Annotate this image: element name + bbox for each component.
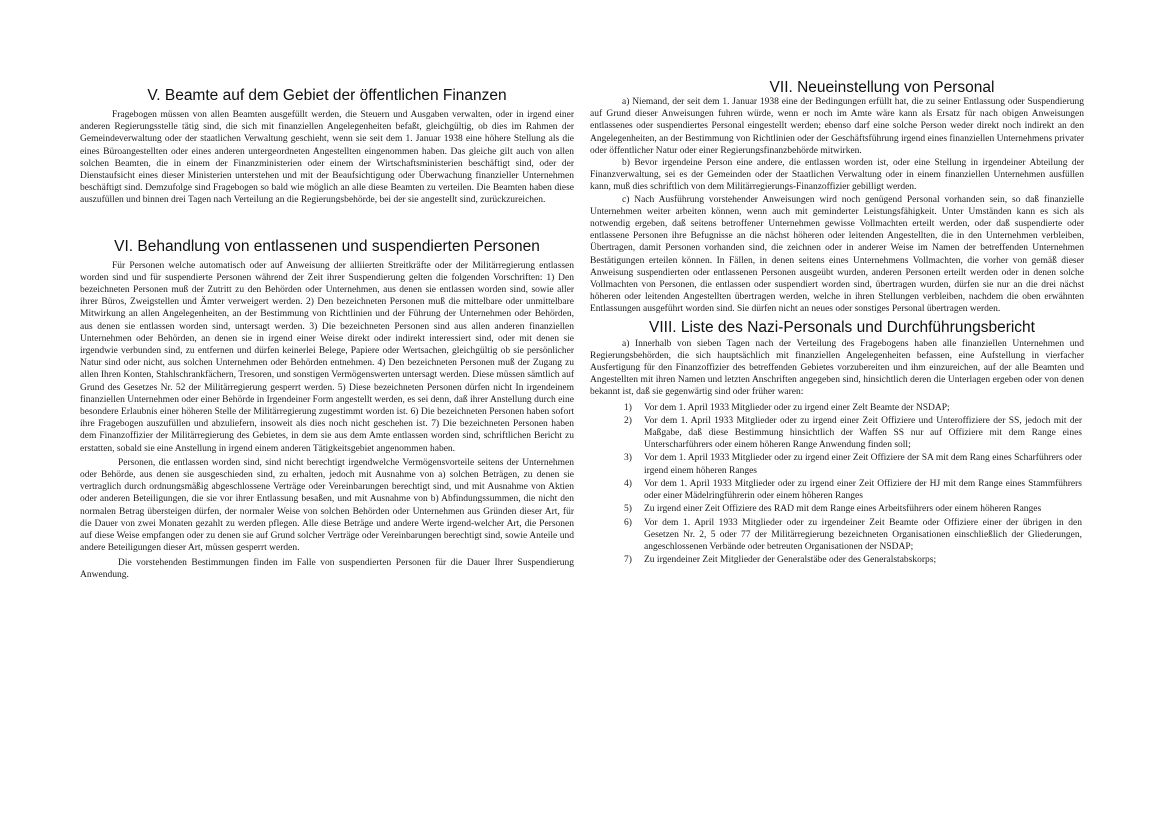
section-v-heading: V. Beamte auf dem Gebiet der öffentlichen Finanzen xyxy=(147,87,507,104)
list-item-number: 4) xyxy=(624,478,632,489)
section-vi-paragraph-2: Personen, die entlassen worden sind, sind nicht berechtigt irgendwelche Vermögensvorteile seitens der Unternehmen oder Behörde, aus denen sie ausgeschieden sind, zu erhalten, jedoch mit Ausnahme von a) solchen Beträgen, zu denen sie vertraglich durch ordnungsmäßig abgeschlossene Verträge oder Vereinbarungen berechtigt sind, und mit Ausnahme von Aktien oder anderen Beteiligungen, die sie vor ihrer Entlassung besaßen, und mit Ausnahme von b) Abfindungssummen, die nicht den normalen Betrag übersteigen dürfen, der normaler Weise von solchen Behörden oder Unternehmen aus Gründen dieser Art, für die Dauer von zwei Monaten gezahlt zu werden pflegen. Alle diese Beträge und andere Werte irgend-welcher Art, die Personen auf diese Weise empfangen oder zu denen sie auf Grund solcher Verträge oder Vereinbarungen berechtigt sind, sowie Anteile und andere Beteiligungen dieser Art, müssen gesperrt werden. xyxy=(80,457,574,554)
list-item-text: Vor dem 1. April 1933 Mitglieder oder zu irgend einer Zelt Beamte der NSDAP; xyxy=(644,402,950,413)
list-item-text: Vor dem 1. April 1933 Mitglieder oder zu irgendeiner Zeit Beamte oder Offiziere einer der übrigen in den Gesetzen Nr. 2, 5 oder 77 der Militärregierung bezeichneten Organisationen einschließlich der Gliederungen, angeschlossenen Verbände oder betreuten Organisationen der NSDAP; xyxy=(644,517,1082,552)
section-vi-heading: VI. Behandlung von entlassenen und suspendierten Personen xyxy=(114,237,540,255)
section-v-paragraph: Fragebogen müssen von allen Beamten ausgefüllt werden, die Steuern und Ausgaben verwalten, oder in irgend einer anderen Regierungsstelle tätig sind, die sich mit finanziellen Angelegenheiten befaßt, gleichgültig, ob dies im Rahmen der Gemeindeverwaltung oder der staatlichen Verwaltung geschieht, wenn sie seit dem 1. Januar 1938 eine höhere Stellung als die eines Büroangestellten oder eines anderen untergeordneten Angestellten eingenommen haben. Das gleiche gilt auch von allen solchen Beamten, die in einem der Finanzministerien oder einem der Wirtschaftsministerien beschäftigt sind, oder der Dienstaufsicht eines dieser Ministerien unterstehen und mit der Beaufsichtigung oder Überwachung finanzieller Unternehmen beschäftigt sind. Demzufolge sind Fragebogen so bald wie möglich an alle diese Beamten zu verteilen. Die Beamten haben diese auszufüllen und binnen drei Tagen nach Verteilung an die Regierungsbehörde, bei der sie angestellt sind, zurückzureichen. xyxy=(80,110,574,206)
list-item xyxy=(590,478,1084,502)
section-viii-paragraph-a: a) Innerhalb von sieben Tagen nach der Verteilung des Fragebogens haben alle finanziellen Unternehmen und Regierungsbehörden, die sich hauptsächlich mit finanziellen Angelegenheiten befassen, eine Aufstellung in vierfacher Ausfertigung für den Finanzoffizier des betreffenden Gebietes vorzubereiten und ihm einzureichen, auf der alle Beamten und Angestellten mit ihren Namen und letzten Anschriften angegeben sind, hinsichtlich deren die Unterlagen ergeben oder von denen bekannt ist, daß sie gegenwärtig sind oder früher waren: xyxy=(590,338,1084,398)
list-item-number: 5) xyxy=(624,504,632,515)
list-item xyxy=(590,517,1084,554)
section-vi-paragraph-3: Die vorstehenden Bestimmungen finden im Falle von suspendierten Personen für die Dauer Ihrer Suspendierung Anwendung. xyxy=(80,557,574,580)
list-item-number: 2) xyxy=(624,415,632,426)
list-item xyxy=(590,554,1084,566)
section-vi-paragraph-1: Für Personen welche automatisch oder auf Anweisung der alliierten Streitkräfte oder der Militärregierung entlassen worden sind und für suspendierte Personen während der Zeit ihrer Suspendierung gelten die folgenden Vorschriften: 1) Den bezeichneten Personen muß der Zutritt zu den Behörden oder Unternehmen, aus denen sie entlassen worden sind, sowie aller ihrer Büros, Zweigstellen und Ämter verweigert werden. 2) Den bezeichneten Personen muß die mittelbare oder unmittelbare Mitwirkung an allen Angelegenheiten, an der Bestimmung von Richtlinien und der Führung der Unternehmen oder Behörden, aus denen sie entlassen worden sind, untersagt werden. 3) Die bezeichneten Personen sind aus allen anderen finanziellen Unternehmen oder Behörden, an denen sie in irgend einer Weise direkt oder indirekt interessiert sind, oder mit denen sie irgendwie verbunden sind, zu entfernen und dürfen keinerlei Belege, Papiere oder Wertsachen, gleichgültig ob sie persönlicher Natur sind oder nicht, aus solchen Unternehmen oder Behörden entnehmen. 4) Den bezeichneten Personen muß der Zugang zu allen Ihren Konten, Stahlschrankfächern, Tresoren, und sonstigen Vermögenswerten untersagt werden. Diese müssen sämtlich auf Grund des Gesetzes Nr. 52 der Militärregierung gesperrt werden. 5) Diese bezeichneten Personen dürfen nicht In irgendeinem finanziellen Unternehmen oder einer Behörde in Irgendeiner Form angestellt werden, es sei denn, daß ihrer Anstellung durch eine besondere Erlaubnis einer höheren Stelle der Militärregierung zugestimmt worden ist. 6) Die bezeichneten Personen haben sofort ihre Fragebogen auszufüllen und abzuliefern, insoweit als dies noch nicht geschehen ist. 7) Die bezeichneten Personen haben dem Finanzoffizier der Militärregierung des Gebietes, in dem sie aus dem Amte entlassen worden sind, schriftlichen Bericht zu erstatten, sobald sie eine Anstellung in irgend einem anderen Tätigkeitsgebiet angenommen haben. xyxy=(80,260,574,454)
list-item-text: Vor dem 1. April 1933 Mitglieder oder zu irgend einer Zeit Offiziere der SA mit dem Rang eines Scharführers oder irgend einem höheren Ranges xyxy=(644,453,1082,476)
right-column xyxy=(590,0,1084,567)
section-viii-heading: VIII. Liste des Nazi-Personals und Durchführungsbericht xyxy=(649,318,1035,336)
list-item xyxy=(590,415,1084,452)
list-item-number: 7) xyxy=(624,555,632,566)
list-item-number: 6) xyxy=(624,517,632,528)
section-vii-paragraph-c: c) Nach Ausführung vorstehender Anweisungen wird noch genügend Personal vorhanden sein, so daß finanzielle Unternehmen weiter arbeiten können, wenn auch mit geminderter Leistungsfähigkeit. Unter Umständen kann es sich als notwendig ergeben, daß seitens betroffener Unternehmen gewisse Vollmachten erteilt werden, oder daß suspendierte oder entlassene Personen ihre Befugnisse an die nächst höheren oder leitenden Angestellten, die in den Unternehmen verbleiben, Übertragen, damit Personen vorhanden sind, die zeichnen oder in anderer Weise im Namen der betreffenden Unternehmen Bestätigungen erteilen können. In Fällen, in denen seitens eines Unternehmens Vollmachten, die vorher von gemäß dieser Anweisung suspendierten oder entlassenen Personen ausgeübt wurden, anderen Personen erteilt werden oder in denen solche Vollmachten von Personen, die entlassen oder suspendiert worden sind, übertragen wurden, dürfen sie nur an die drei nächst höheren oder leitenden Angestellten übertragen werden, welche in ihren Stellungen verbleiben, nachdem die oben erwähnten Entlassungen ausgeführt worden sind. Sie dürfen nicht an neues oder sonstiges Personal übertragen werden. xyxy=(590,194,1084,315)
list-item-text: Vor dem 1. April 1933 Mitglieder oder zu irgend einer Zeit Offiziere und Unteroffiziere der SS, jedoch mit der Maßgabe, daß diese Bestimmung hinsichtlich der Waffen SS nur auf Offiziere mit dem Range eines Unterscharführers oder einem höheren Range Anwendung finden soll; xyxy=(644,415,1082,451)
list-item-text: Zu irgend einer Zeit Offiziere des RAD mit dem Range eines Arbeitsführers oder einem höheren Ranges xyxy=(644,504,1042,515)
list-item-number: 3) xyxy=(624,453,632,464)
list-item xyxy=(590,503,1084,515)
section-vii-heading: VII. Neueinstellung von Personal xyxy=(769,79,995,96)
list-item xyxy=(590,402,1084,414)
section-vii-paragraph-a: a) Niemand, der seit dem 1. Januar 1938 eine der Bedingungen erfüllt hat, die zu seiner Entlassung oder Suspendierung auf Grund dieser Anweisungen fuhren würde, wenn er noch im Amte wäre kann als Ersatz für nach obigen Anweisungen entlassenes oder suspendiertes Personal eingestellt werden; ebenso darf eine solche Person weder direkt noch indirekt an den Angelegenheiten, an der Bestimmung von Richtlinien oder der Geschäftsführung irgend eines finanziellen Unternehmens privater oder öffentlicher Natur oder einer Regierungsfinanzbehörde mitwirken. xyxy=(590,97,1084,156)
list-item-number: 1) xyxy=(624,402,632,413)
list-item-text: Zu irgendeiner Zeit Mitglieder der Generalstäbe oder des Generalstabskorps; xyxy=(644,555,937,566)
left-column xyxy=(80,0,574,581)
nazi-category-list xyxy=(590,402,1084,567)
list-item-text: Vor dem 1. April 1933 Mitglieder oder zu irgend einer Zeit Offiziere der HJ mit dem Range eines Stammführers oder einer Mädelringführerin oder einem höheren Ranges xyxy=(644,478,1082,502)
section-vii-paragraph-b: b) Bevor irgendeine Person eine andere, die entlassen worden ist, oder eine Stellung in irgendeiner Abteilung der Finanzverwaltung, sei es der Gemeinden oder der Staatlichen Verwaltung oder in einem finanziellen Unternehmen ausfüllen kann, muß dies schriftlich von dem Militärregierungs-Finanzoffizier gebilligt werden. xyxy=(590,158,1084,193)
list-item xyxy=(590,452,1084,476)
